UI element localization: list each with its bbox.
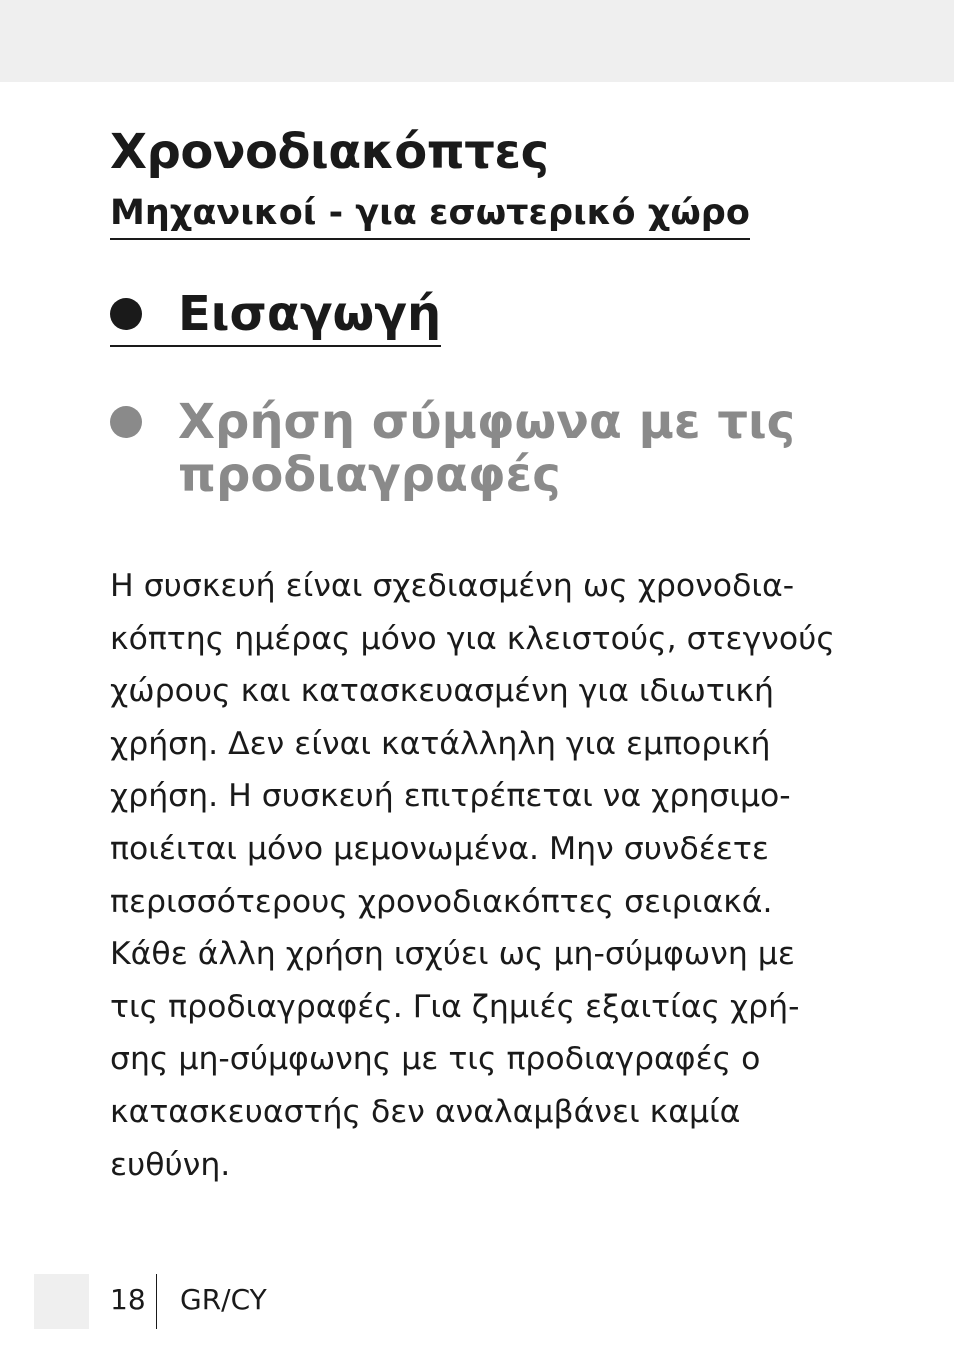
region-label: GR/CY [180, 1283, 267, 1316]
bullet-icon [110, 406, 142, 438]
body-line: Κάθε άλλη χρήση ισχύει ως μη-σύμφωνη με [110, 936, 795, 973]
page-number: 18 [110, 1283, 146, 1316]
body-line: χρήση. Η συσκευή επιτρέπεται να χρησιμο- [110, 778, 791, 815]
intended-use-body [110, 560, 835, 1191]
section-intro [110, 288, 441, 347]
footer-marker [34, 1274, 89, 1329]
body-line: τις προδιαγραφές. Για ζημιές εξαιτίας χρή- [110, 988, 800, 1025]
section-intro-heading: Εισαγωγή [178, 286, 442, 342]
body-line: χώρους και κατασκευασμένη για ιδιωτική [110, 673, 774, 710]
body-line: κόπτης ημέρας μόνο για κλειστούς, στεγνούς [110, 620, 835, 657]
document-subtitle: Μηχανικοί - για εσωτερικό χώρο [110, 192, 750, 240]
body-line: κατασκευαστής δεν αναλαμβάνει καμία [110, 1093, 741, 1130]
section-intended-use [110, 396, 830, 502]
bullet-icon [110, 298, 142, 330]
body-line: περισσότερους χρονοδιακόπτες σειριακά. [110, 883, 773, 920]
document-title: Χρονοδιακόπτες [110, 124, 549, 180]
section-intended-use-heading: Χρήση σύμφωνα με τις προδιαγραφές [178, 394, 796, 503]
body-line: χρήση. Δεν είναι κατάλληλη για εμπορική [110, 725, 771, 762]
footer-divider [156, 1274, 157, 1329]
body-line: Η συσκευή είναι σχεδιασμένη ως χρονοδια- [110, 568, 795, 604]
body-line: ποιέιται μόνο μεμονωμένα. Μην συνδέετε [110, 830, 769, 867]
body-line: σης μη-σύμφωνης με τις προδιαγραφές ο [110, 1041, 761, 1078]
top-band [0, 0, 954, 82]
body-line: ευθύνη. [110, 1146, 231, 1183]
